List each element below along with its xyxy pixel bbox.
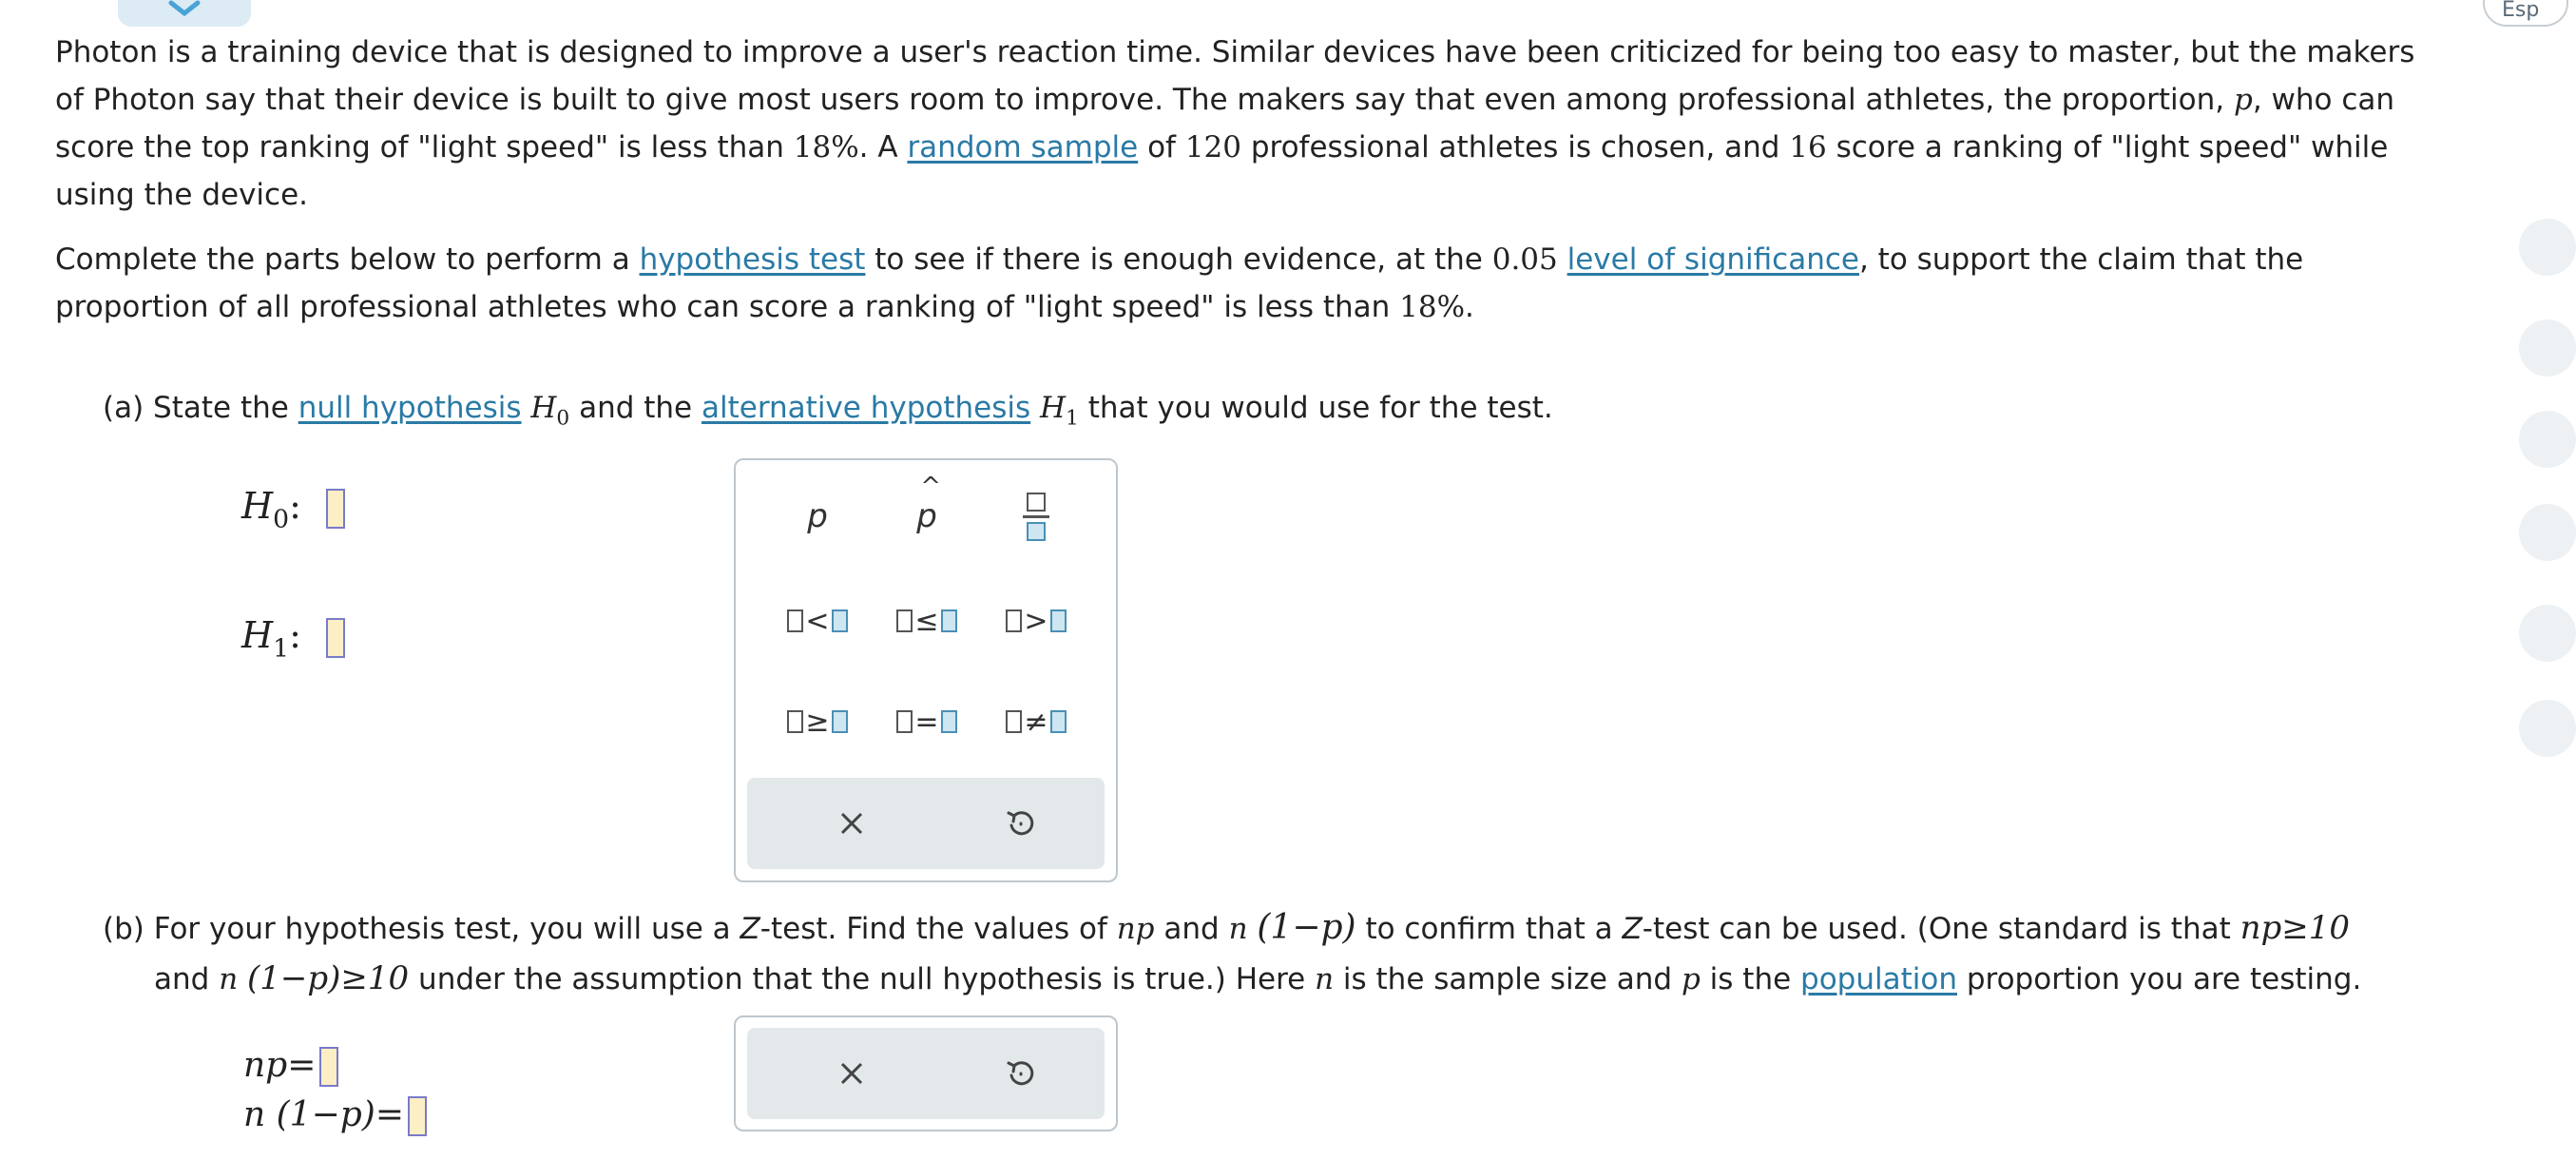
np-label: np= bbox=[243, 1046, 317, 1085]
greater-equal-symbol: ≥ bbox=[805, 705, 830, 739]
side-tool-button[interactable] bbox=[2519, 319, 2576, 377]
h1-label: $H_1$ bbox=[241, 614, 290, 664]
part-a-text: that you would use for the test. bbox=[1078, 391, 1553, 425]
part-b-text: -test. Find the values of bbox=[759, 912, 1117, 946]
significance-level: 0.05 bbox=[1491, 242, 1558, 277]
part-a-text: and the bbox=[569, 391, 702, 425]
insert-fraction-button[interactable] bbox=[984, 483, 1088, 550]
side-tool-button[interactable] bbox=[2519, 700, 2576, 757]
part-b-text: and bbox=[1154, 912, 1229, 946]
colon: : bbox=[289, 485, 301, 527]
math-palette-a bbox=[734, 458, 1118, 882]
n1p-row bbox=[243, 1095, 427, 1136]
n1p-answer-field[interactable] bbox=[408, 1096, 427, 1136]
intro-text: score a ranking of "light speed" while using the device. bbox=[55, 130, 2389, 212]
side-tool-button[interactable] bbox=[2519, 411, 2576, 468]
n1p-label: (1−p)= bbox=[276, 1095, 405, 1134]
equals-symbol: = bbox=[914, 705, 939, 739]
h1-symbol: $H_1$ bbox=[1040, 391, 1079, 431]
part-a-prompt bbox=[103, 384, 1553, 443]
intro-text: Photon is a training device that is designed to improve a user's reaction time. Similar devices have been criticized for being too easy to master, but the makers of Photon say that their device is built to give most users room to improve. The makers say that even among professional athletes, the proportion, bbox=[55, 35, 2415, 117]
n-variable: n bbox=[219, 962, 239, 996]
part-b-text: to confirm that a bbox=[1355, 912, 1623, 946]
n-variable: n bbox=[243, 1095, 266, 1134]
undo-button[interactable] bbox=[992, 797, 1049, 850]
task-text: to see if there is enough evidence, at the bbox=[865, 242, 1492, 277]
part-b-text: and bbox=[154, 962, 220, 996]
z-symbol: Z bbox=[1622, 912, 1643, 946]
undo-icon bbox=[1005, 807, 1037, 840]
level-of-significance-link[interactable]: level of significance bbox=[1567, 242, 1859, 277]
h1-answer-field[interactable] bbox=[326, 618, 345, 658]
greater-than-symbol: > bbox=[1024, 604, 1048, 638]
clear-button[interactable] bbox=[823, 1047, 880, 1100]
collapse-tab[interactable] bbox=[118, 0, 251, 27]
insert-p-hat-button[interactable] bbox=[875, 473, 979, 550]
greater-than-button[interactable] bbox=[984, 588, 1088, 654]
equals-button[interactable] bbox=[875, 688, 979, 755]
h0-label: $H_0$ bbox=[241, 485, 290, 534]
colon: : bbox=[289, 614, 301, 656]
task-text: , to support the claim that the proportion of all professional athletes who can score a ranking of "light speed" is less than bbox=[55, 242, 2304, 324]
p-symbol: p bbox=[807, 497, 828, 535]
intro-text: , who can score the top ranking of "light speed" is less than bbox=[55, 83, 2395, 164]
population-link[interactable]: population bbox=[1800, 962, 1957, 996]
np-row bbox=[243, 1046, 338, 1087]
n-variable: n bbox=[1228, 912, 1248, 946]
intro-text: professional athletes is chosen, and bbox=[1241, 130, 1790, 164]
random-sample-link[interactable]: random sample bbox=[907, 130, 1139, 164]
palette-a-action-bar bbox=[747, 778, 1105, 869]
not-equal-button[interactable] bbox=[984, 688, 1088, 755]
task-text: Complete the parts below to perform a bbox=[55, 242, 640, 277]
sample-size: 120 bbox=[1184, 130, 1241, 164]
less-than-symbol: < bbox=[805, 604, 830, 638]
alternative-hypothesis-link[interactable]: alternative hypothesis bbox=[701, 391, 1031, 425]
np-answer-field[interactable] bbox=[319, 1047, 338, 1087]
p-variable: p bbox=[2233, 83, 2253, 117]
clear-button[interactable] bbox=[823, 797, 880, 850]
task-instructions bbox=[55, 236, 2432, 331]
p-variable: p bbox=[1681, 962, 1701, 996]
null-hypothesis-link[interactable]: null hypothesis bbox=[298, 391, 522, 425]
intro-text: . A bbox=[858, 130, 908, 164]
palette-b-action-bar bbox=[747, 1028, 1105, 1119]
part-b-text: proportion you are testing. bbox=[1956, 962, 2362, 996]
language-toggle-button[interactable] bbox=[2483, 0, 2568, 27]
part-b-text: under the assumption that the null hypothesis is true.) Here bbox=[409, 962, 1316, 996]
hypothesis-test-link[interactable]: hypothesis test bbox=[639, 242, 866, 277]
close-icon bbox=[837, 1059, 866, 1088]
np-expression: np bbox=[1116, 912, 1155, 946]
p-hat-symbol: ^ p bbox=[916, 473, 941, 535]
greater-equal-button[interactable] bbox=[765, 688, 870, 755]
undo-button[interactable] bbox=[992, 1047, 1049, 1100]
less-equal-symbol: ≤ bbox=[914, 604, 939, 638]
part-a-text: (a) State the bbox=[103, 391, 298, 425]
condition-np: np≥10 bbox=[2240, 909, 2351, 947]
part-b-text: (b) For your hypothesis test, you will use a bbox=[103, 912, 740, 946]
part-b-text: -test can be used. (One standard is that bbox=[1642, 912, 2240, 946]
claim-percent: 18% bbox=[793, 130, 859, 164]
z-symbol: Z bbox=[740, 912, 760, 946]
close-icon bbox=[837, 809, 866, 838]
less-than-button[interactable] bbox=[765, 588, 870, 654]
h0-row bbox=[241, 485, 345, 533]
task-text bbox=[1558, 242, 1567, 277]
part-b-prompt bbox=[103, 903, 2441, 1004]
h0-answer-field[interactable] bbox=[326, 489, 345, 529]
task-text: . bbox=[1465, 290, 1474, 324]
h1-row bbox=[241, 614, 345, 663]
less-equal-button[interactable] bbox=[875, 588, 979, 654]
condition-n1p: (1−p)≥10 bbox=[247, 959, 410, 997]
language-label: Esp bbox=[2502, 0, 2540, 22]
chevron-down-icon bbox=[165, 0, 203, 17]
fraction-icon bbox=[1023, 493, 1049, 541]
insert-p-button[interactable] bbox=[765, 483, 870, 550]
part-b-text: is the sample size and bbox=[1334, 962, 1682, 996]
undo-icon bbox=[1005, 1057, 1037, 1090]
intro-text: of bbox=[1138, 130, 1185, 164]
math-palette-b bbox=[734, 1015, 1118, 1131]
problem-intro bbox=[55, 29, 2432, 219]
not-equal-symbol: ≠ bbox=[1024, 705, 1048, 739]
side-tool-button[interactable] bbox=[2519, 605, 2576, 662]
n-variable: n bbox=[1315, 962, 1335, 996]
part-b-text: is the bbox=[1700, 962, 1801, 996]
claim-percent: 18% bbox=[1399, 290, 1466, 324]
success-count: 16 bbox=[1789, 130, 1827, 164]
one-minus-p-expression: (1−p) bbox=[1257, 908, 1356, 947]
side-tool-button[interactable] bbox=[2519, 504, 2576, 561]
side-tool-button[interactable] bbox=[2519, 219, 2576, 276]
h0-symbol: $H_0$ bbox=[530, 391, 570, 431]
